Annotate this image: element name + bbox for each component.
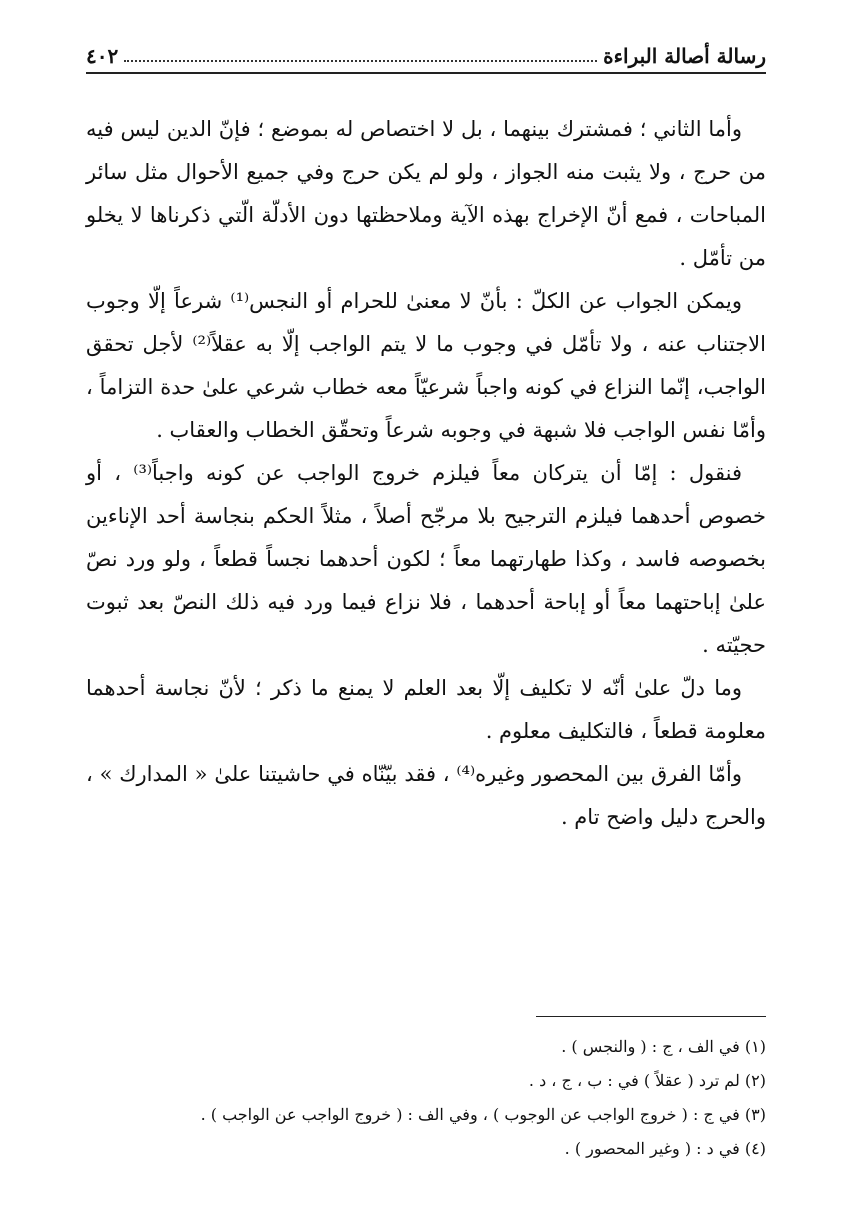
header-leader-dots <box>124 60 597 62</box>
footnote-1: (١) في الف ، ج : ( والنجس ) . <box>561 1037 766 1056</box>
paragraph-3: فنقول : إمّا أن يتركان معاً فيلزم خروج الواجب عن كونه واجباً⁽³⁾ ، أو خصوص أحدهما فيلزم الترجيح بلا مرجّح أصلاً ، مثلاً الحكم بنجاسة أحد الإناءين بخصوصه فاسد ، وكذا طهارتهما معاً ؛ لكون أحدهما نجساً قطعاً ، ولو ورد نصّ علىٰ إباحتهما معاً أو إباحة أحدهما ، فلا نزاع فيما ورد فيه ذلك النصّ بعد ثبوت حجيّته . <box>86 461 766 657</box>
running-title: رسالة أصالة البراءة <box>603 44 766 68</box>
paragraph-5: وأمّا الفرق بين المحصور وغيره⁽⁴⁾ ، فقد بيّنّاه في حاشيتنا علىٰ « المدارك » ، والحرج دليل واضح تام . <box>86 762 766 829</box>
footnotes <box>86 1030 766 1166</box>
footnote-separator <box>536 1016 766 1017</box>
page-number: ٤٠٢ <box>86 44 119 68</box>
footnote-3: (٣) في ج : ( خروج الواجب عن الوجوب ) ، وفي الف : ( خروج الواجب عن الواجب ) . <box>200 1105 766 1124</box>
main-text <box>86 108 766 839</box>
paragraph-4: وما دلّ علىٰ أنّه لا تكليف إلّا بعد العلم لا يمنع ما ذكر ؛ لأنّ نجاسة أحدهما معلومة قطعاً ، فالتكليف معلوم . <box>86 676 766 743</box>
running-header <box>86 36 766 74</box>
footnote-2: (٢) لم ترد ( عقلاً ) في : ب ، ج ، د . <box>528 1071 766 1090</box>
paragraph-2: ويمكن الجواب عن الكلّ : بأنّ لا معنىٰ للحرام أو النجس⁽¹⁾ شرعاً إلّا وجوب الاجتناب عنه ، ولا تأمّل في وجوب ما لا يتم الواجب إلّا به عقلاً⁽²⁾ لأجل تحقق الواجب، إنّما النزاع في كونه واجباً شرعيّاً معه خطاب شرعي علىٰ حدة التزاماً ، وأمّا نفس الواجب فلا شبهة في وجوبه شرعاً وتحقّق الخطاب والعقاب . <box>86 289 766 442</box>
paragraph-1: وأما الثاني ؛ فمشترك بينهما ، بل لا اختصاص له بموضع ؛ فإنّ الدين ليس فيه من حرج ، ولا يثبت منه الجواز ، ولو لم يكن حرج وفي جميع الأحوال مثل سائر المباحات ، فمع أنّ الإخراج بهذه الآية وملاحظتها دون الأدلّة الّتي ذكرناها لا يخلو من تأمّل . <box>86 117 766 270</box>
footnote-4: (٤) في د : ( وغير المحصور ) . <box>564 1139 766 1158</box>
